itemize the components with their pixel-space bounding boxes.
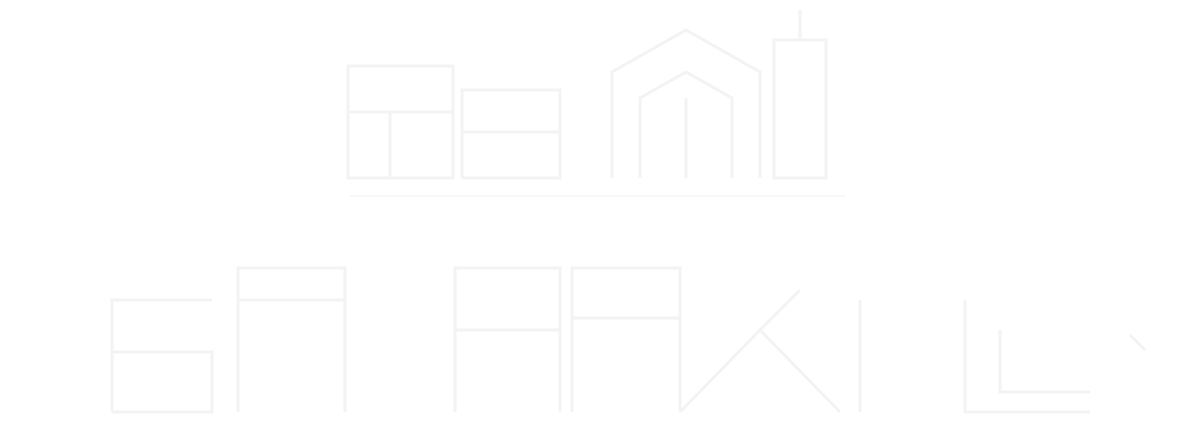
wordmark-glyph-2 <box>238 268 345 412</box>
emblem-tower <box>774 40 826 178</box>
wordmark-glyph-1b <box>112 352 212 412</box>
bottom-wordmark <box>112 268 1145 412</box>
wordmark-glyph-5-arm <box>760 290 800 330</box>
wordmark-glyph-1a <box>112 300 212 412</box>
emblem-block-left <box>348 66 453 178</box>
emblem-block-center-left <box>462 90 560 178</box>
wordmark-glyph-5 <box>680 330 840 412</box>
top-emblem <box>348 10 845 196</box>
wordmark-glyph-3 <box>455 268 560 412</box>
wordmark-glyph-7 <box>965 300 1090 412</box>
wordmark-glyph-4 <box>572 268 680 412</box>
wordmark-glyph-7-inner <box>1000 330 1090 392</box>
wordmark-accent <box>1130 335 1145 350</box>
